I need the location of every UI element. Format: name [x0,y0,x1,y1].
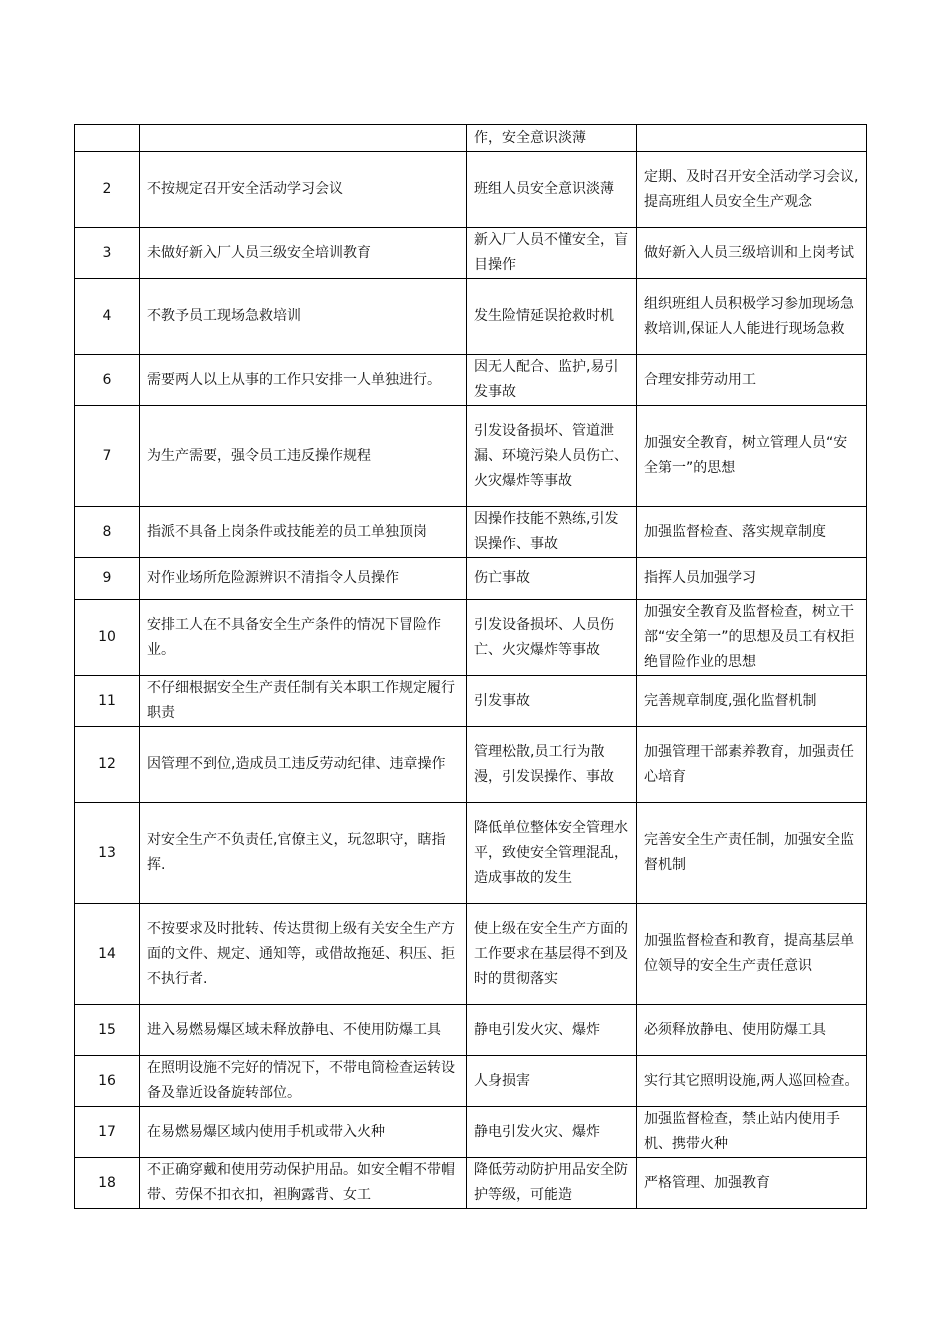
consequence: 引发设备损坏、管道泄漏、环境污染人员伤亡、火灾爆炸等事故 [467,406,637,507]
consequence: 班组人员安全意识淡薄 [467,152,637,228]
row-number: 10 [75,600,140,676]
control-measure: 加强管理干部素养教育，加强责任心培育 [637,727,867,803]
risk-item: 需要两人以上从事的工作只安排一人单独进行。 [140,355,467,406]
table-row [75,1056,867,1107]
risk-item: 不教予员工现场急救培训 [140,279,467,355]
consequence: 作，安全意识淡薄 [467,125,637,152]
row-number: 11 [75,676,140,727]
risk-item: 在照明设施不完好的情况下，不带电筒检查运转设备及靠近设备旋转部位。 [140,1056,467,1107]
risk-item [140,125,467,152]
risk-table [74,124,867,1209]
row-number: 14 [75,904,140,1005]
consequence: 新入厂人员不懂安全，盲目操作 [467,228,637,279]
risk-item: 因管理不到位,造成员工违反劳动纪律、违章操作 [140,727,467,803]
control-measure: 完善安全生产责任制，加强安全监督机制 [637,803,867,904]
table-row [75,558,867,600]
risk-item: 为生产需要，强令员工违反操作规程 [140,406,467,507]
row-number: 3 [75,228,140,279]
risk-item: 不按规定召开安全活动学习会议 [140,152,467,228]
table-row [75,1107,867,1158]
consequence: 人身损害 [467,1056,637,1107]
consequence: 伤亡事故 [467,558,637,600]
row-number: 16 [75,1056,140,1107]
table-row [75,904,867,1005]
risk-item: 对作业场所危险源辨识不清指令人员操作 [140,558,467,600]
control-measure: 实行其它照明设施,两人巡回检查。 [637,1056,867,1107]
risk-item: 进入易燃易爆区域未释放静电、不使用防爆工具 [140,1005,467,1056]
risk-item: 指派不具备上岗条件或技能差的员工单独顶岗 [140,507,467,558]
control-measure: 加强监督检查，禁止站内使用手机、携带火种 [637,1107,867,1158]
risk-item: 不正确穿戴和使用劳动保护用品。如安全帽不带帽带、劳保不扣衣扣，袒胸露背、女工 [140,1158,467,1209]
risk-item: 安排工人在不具备安全生产条件的情况下冒险作业。 [140,600,467,676]
control-measure: 加强安全教育，树立管理人员“安全第一”的思想 [637,406,867,507]
table-row [75,676,867,727]
row-number: 18 [75,1158,140,1209]
row-number: 17 [75,1107,140,1158]
control-measure: 严格管理、加强教育 [637,1158,867,1209]
row-number: 6 [75,355,140,406]
row-number: 15 [75,1005,140,1056]
table-row [75,600,867,676]
table-row [75,125,867,152]
table-row [75,228,867,279]
row-number: 13 [75,803,140,904]
row-number: 2 [75,152,140,228]
risk-item: 不按要求及时批转、传达贯彻上级有关安全生产方面的文件、规定、通知等，或借故拖延、积压、拒不执行者. [140,904,467,1005]
row-number: 8 [75,507,140,558]
consequence: 发生险情延误抢救时机 [467,279,637,355]
risk-item: 在易燃易爆区域内使用手机或带入火种 [140,1107,467,1158]
consequence: 引发设备损坏、人员伤亡、火灾爆炸等事故 [467,600,637,676]
risk-item: 未做好新入厂人员三级安全培训教育 [140,228,467,279]
table-row [75,803,867,904]
table-row [75,727,867,803]
control-measure: 加强监督检查、落实规章制度 [637,507,867,558]
row-number: 7 [75,406,140,507]
risk-item: 不仔细根据安全生产责任制有关本职工作规定履行职责 [140,676,467,727]
row-number [75,125,140,152]
table-row [75,1158,867,1209]
consequence: 使上级在安全生产方面的工作要求在基层得不到及时的贯彻落实 [467,904,637,1005]
control-measure: 指挥人员加强学习 [637,558,867,600]
row-number: 12 [75,727,140,803]
consequence: 降低劳动防护用品安全防护等级，可能造 [467,1158,637,1209]
control-measure: 必须释放静电、使用防爆工具 [637,1005,867,1056]
row-number: 9 [75,558,140,600]
control-measure: 加强监督检查和教育，提高基层单位领导的安全生产责任意识 [637,904,867,1005]
control-measure: 合理安排劳动用工 [637,355,867,406]
control-measure: 加强安全教育及监督检查，树立干部“安全第一”的思想及员工有权拒绝冒险作业的思想 [637,600,867,676]
table-row [75,152,867,228]
row-number: 4 [75,279,140,355]
table-row [75,279,867,355]
control-measure: 做好新入人员三级培训和上岗考试 [637,228,867,279]
risk-item: 对安全生产不负责任,官僚主义，玩忽职守，瞎指挥. [140,803,467,904]
consequence: 静电引发火灾、爆炸 [467,1107,637,1158]
table-row [75,507,867,558]
control-measure: 组织班组人员积极学习参加现场急救培训,保证人人能进行现场急救 [637,279,867,355]
consequence: 因操作技能不熟练,引发误操作、事故 [467,507,637,558]
control-measure: 完善规章制度,强化监督机制 [637,676,867,727]
consequence: 因无人配合、监护,易引发事故 [467,355,637,406]
table-row [75,406,867,507]
consequence: 引发事故 [467,676,637,727]
consequence: 管理松散,员工行为散漫，引发误操作、事故 [467,727,637,803]
consequence: 静电引发火灾、爆炸 [467,1005,637,1056]
consequence: 降低单位整体安全管理水平，致使安全管理混乱，造成事故的发生 [467,803,637,904]
table-row [75,1005,867,1056]
control-measure: 定期、及时召开安全活动学习会议,提高班组人员安全生产观念 [637,152,867,228]
table-row [75,355,867,406]
control-measure [637,125,867,152]
